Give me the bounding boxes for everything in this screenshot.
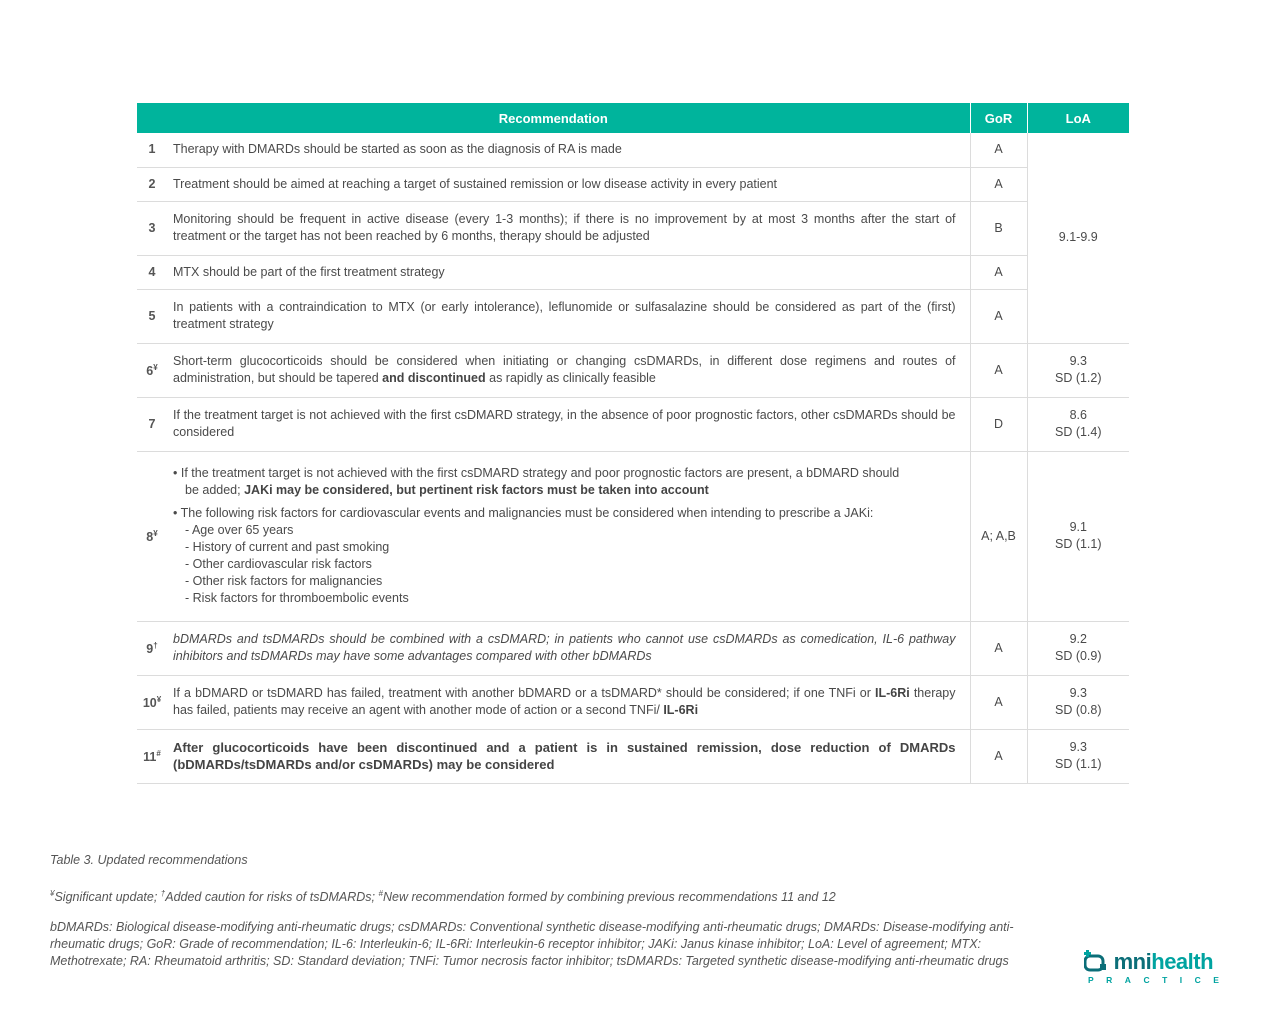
recommendation-text: In patients with a contraindication to MTX (or early intolerance), leflunomide or sulfasalazine should be considered as part of the (first) treatment strategy [171,289,970,343]
loa-value: 9.3 SD (1.1) [1027,729,1129,783]
recommendation-text: Monitoring should be frequent in active disease (every 1-3 months); if there is no improvement by at most 3 months after the start of treatment or the target has not been reached by 6 months, therapy should be adjusted [171,201,970,255]
table-row [137,621,1129,675]
table-row [137,729,1129,783]
loa-value: 9.3 SD (1.2) [1027,343,1129,397]
recommendation-text: Treatment should be aimed at reaching a target of sustained remission or low disease activity in every patient [171,167,970,201]
table-row [137,167,1129,201]
row-number: 3 [137,201,171,255]
recommendation-text: Short-term glucocorticoids should be considered when initiating or changing csDMARDs, in different dose regimens and routes of administration, but should be tapered and discontinued as rapidly as clinically feasible [171,343,970,397]
row-number: 4 [137,255,171,289]
gor-value: A [970,255,1027,289]
loa-value: 9.3 SD (0.8) [1027,675,1129,729]
row-number: 10¥ [137,675,171,729]
gor-value: A [970,621,1027,675]
gor-value: B [970,201,1027,255]
footnote-symbol: † [153,641,158,651]
risk-factor-item: - Age over 65 years [185,523,294,537]
header-loa: LoA [1027,103,1129,133]
risk-factor-item: - Risk factors for thromboembolic events [185,591,409,605]
table-row [137,451,1129,621]
loa-group-value: 9.1-9.9 [1027,133,1129,343]
row-number: 6¥ [137,343,171,397]
risk-factor-item: - Other cardiovascular risk factors [185,557,372,571]
gor-value: D [970,397,1027,451]
recommendation-text: After glucocorticoids have been discontinued and a patient is in sustained remission, dose reduction of DMARDs (bDMARDs/tsDMARDs and/or csDMARDs) may be considered [171,729,970,783]
gor-value: A [970,675,1027,729]
omnihealth-logo: mnihealth PRACTICE [1084,950,1219,990]
gor-value: A; A,B [970,451,1027,621]
row-number: 9† [137,621,171,675]
loa-value: 8.6 SD (1.4) [1027,397,1129,451]
recommendation-text: MTX should be part of the first treatment strategy [171,255,970,289]
footnote-symbol: ¥ [156,695,162,705]
row-number: 2 [137,167,171,201]
row-number: 11# [137,729,171,783]
table-row [137,675,1129,729]
footnotes: ¥Significant update; †Added caution for risks of tsDMARDs; #New recommendation formed by combining previous recommendations 11 and 12 [50,889,836,905]
recommendations-table [137,103,1129,784]
risk-factor-item: - History of current and past smoking [185,540,390,554]
recommendation-text [171,451,970,621]
recommendation-text: If the treatment target is not achieved with the first csDMARD strategy, in the absence of poor prognostic factors, other csDMARDs should be considered [171,397,970,451]
recommendation-text: Therapy with DMARDs should be started as soon as the diagnosis of RA is made [171,133,970,167]
recommendation-text: bDMARDs and tsDMARDs should be combined with a csDMARD; in patients who cannot use csDMARDs as comedication, IL-6 pathway inhibitors and tsDMARDs may have some advantages compared with other bDMARDs [171,621,970,675]
table-row [137,133,1129,167]
recommendation-text: If a bDMARD or tsDMARD has failed, treatment with another bDMARD or a tsDMARD* should be considered; if one TNFi or IL-6Ri therapy has failed, patients may receive an agent with another mode of action or a second TNFi/ IL-6Ri [171,675,970,729]
header-gor: GoR [970,103,1027,133]
footnote-symbol: ¥ [153,529,158,539]
table-row [137,289,1129,343]
bullet-item: • If the treatment target is not achieved with the first csDMARD strategy and poor prognostic factors are present, a bDMARD should be added; JAKi may be considered, but pertinent risk factors must be taken into account [173,466,900,497]
row-number: 8¥ [137,451,171,621]
table-row [137,201,1129,255]
gor-value: A [970,133,1027,167]
abbreviations: bDMARDs: Biological disease-modifying anti-rheumatic drugs; csDMARDs: Conventional synthetic disease-modifying anti-rheumatic drugs; DMARDs: Disease-modifying anti-rheumatic drugs; GoR: Grade of recommendation; IL-6: Interleukin-6; IL-6Ri: Interleukin-6 receptor inhibitor; JAKi: Janus kinase inhibitor; LoA: Level of agreement; MTX: Methotrexate; RA: Rheumatoid arthritis; SD: Standard deviation; TNFi: Tumor necrosis factor inhibitor; tsDMARDs: Targeted synthetic disease-modifying anti-rheumatic drugs [50,920,1014,968]
row-number: 5 [137,289,171,343]
bullet-item: • The following risk factors for cardiovascular events and malignancies must be considered when intending to prescribe a JAKi: - Age over 65 years - History of current and past smoking - Other cardiovascular risk factors - Other risk factors for malignancies - Risk factors for thromboembolic events [173,505,956,607]
table-row [137,343,1129,397]
row-number: 7 [137,397,171,451]
table-row [137,255,1129,289]
gor-value: A [970,289,1027,343]
row-number: 1 [137,133,171,167]
gor-value: A [970,167,1027,201]
footnote-symbol: ¥ [153,363,158,373]
recommendations-table-container [137,103,1129,784]
loa-value: 9.1 SD (1.1) [1027,451,1129,621]
header-recommendation: Recommendation [137,103,970,133]
table-caption: Table 3. Updated recommendations [50,853,248,867]
gor-value: A [970,729,1027,783]
risk-factor-item: - Other risk factors for malignancies [185,574,383,588]
table-header-row [137,103,1129,133]
loa-value: 9.2 SD (0.9) [1027,621,1129,675]
omni-o-icon [1084,949,1114,974]
table-row [137,397,1129,451]
gor-value: A [970,343,1027,397]
footnote-symbol: # [156,749,161,759]
